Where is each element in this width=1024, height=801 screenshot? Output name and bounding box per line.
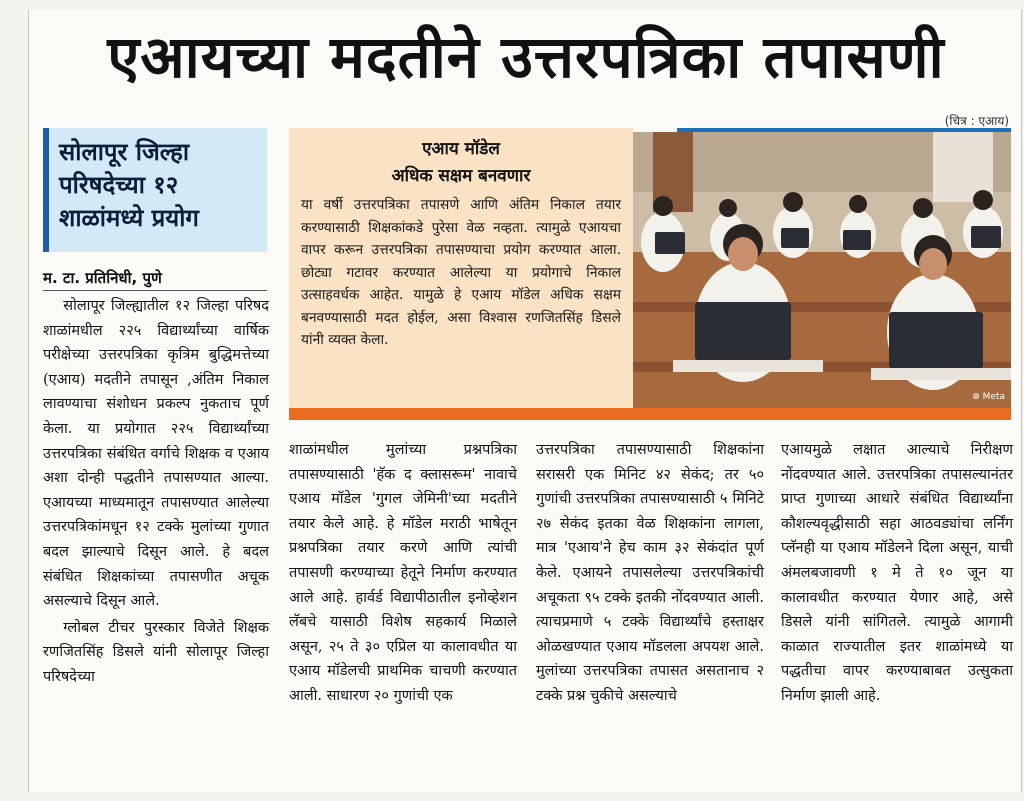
article-column-3 [536, 438, 764, 711]
kicker-line: परिषदेच्या १२ [59, 171, 179, 199]
photo-watermark: ⊗ Meta [972, 392, 1005, 402]
photo-credit: (चित्र : एआय) [944, 114, 1009, 128]
classroom-illustration [633, 132, 1011, 408]
paragraph: उत्तरपत्रिका तपासण्यासाठी शिक्षकांना सरासरी एक मिनिट ४२ सेकंद; तर ५० गुणांची उत्तरपत्रिका तपासण्यासाठी ५ मिनिटे २७ सेकंद इतका वेळ शिक्षकांना लागला, मात्र 'एआय'ने हेच काम ३२ सेकंदांत पूर्ण केले. एआयने तपासलेल्या उत्तरपत्रिकांची अचूकता ९५ टक्के इतकी नोंदवण्यात आली. त्याचप्रमाणे ५ टक्के विद्यार्थ्यांचे हस्ताक्षर ओळखण्यात एआय मॉडलला अपयश आले. मुलांच्या उत्तरपत्रिका तपासत असतानाच २ टक्के प्रश्न चुकीचे असल्याचे [536, 442, 764, 704]
sidebar-title: अधिक सक्षम बनवणार [391, 166, 531, 186]
byline: म. टा. प्रतिनिधी, पुणे [43, 269, 162, 287]
kicker-box [43, 128, 267, 252]
feature-block [289, 128, 1011, 422]
orange-rule [289, 408, 1011, 420]
kicker-line: शाळांमध्ये प्रयोग [59, 204, 199, 232]
headline: एआयच्या मदतीने उत्तरपत्रिका तपासणी [107, 23, 945, 91]
sidebar-box [289, 128, 633, 408]
sidebar-body: या वर्षी उत्तरपत्रिका तपासणे आणि अंतिम निकाल तयार करण्यासाठी शिक्षकांकडे पुरेसा वेळ नव्हता. त्यामुळे एआयचा वापर करून उत्तरपत्रिका तपासण्याचा प्रयोग करण्यात आला. छोट्या गटावर करण्यात आलेल्या या प्रयोगाचे निकाल उत्साहवर्धक आहेत. यामुळे हे एआय मॉडेल अधिक सक्षम बनवण्यासाठी मदत होईल, असा विश्वास रणजितसिंह डिसले यांनी व्यक्त केला. [301, 197, 621, 348]
paragraph: शाळांमधील मुलांच्या प्रश्नपत्रिका तपासण्यासाठी 'हॅक द क्लासरूम' नावाचे एआय मॉडेल 'गुगल जेमिनी'च्या मदतीने तयार केले आहे. हे मॉडेल मराठी भाषेतून प्रश्नपत्रिका तयार करणे आणि त्यांची तपासणी करण्याच्या हेतूने निर्माण करण्यात आले आहे. हार्वर्ड विद्यापीठातील इनोव्हेशन लॅबचे यासाठी विशेष सहकार्य मिळाले असून, २५ ते ३० एप्रिल या कालावधीत या एआय मॉडेलची प्राथमिक चाचणी करण्यात आली. साधारण २० गुणांची एक [289, 442, 517, 704]
paragraph: एआयमुळे लक्षात आल्याचे निरीक्षण नोंदवण्यात आले. उत्तरपत्रिका तपासल्यानंतर प्राप्त गुणाच्या आधारे संबंधित विद्यार्थ्यांना कौशल्यवृद्धीसाठी सहा आठवड्यांचा लर्निंग प्लॅनही या एआय मॉडेलने दिला असून, याची अंमलबजावणी १ मे ते १० जून या कालावधीत करण्यात येणार आहे, असे डिसले यांनी सांगितले. त्यामुळे आगामी काळात राज्यातील इतर शाळांमध्ये या पद्धतीचा वापर करण्याबाबत उत्सुकता निर्माण झाली आहे. [781, 442, 1013, 704]
article-column-4 [781, 438, 1013, 711]
byline-rule [43, 290, 267, 291]
newspaper-page [28, 10, 1022, 792]
accent-rule [677, 128, 1011, 132]
article-column-1 [43, 294, 269, 692]
kicker-line: सोलापूर जिल्हा [59, 138, 190, 166]
paragraph: ग्लोबल टीचर पुरस्कार विजेते शिक्षक रणजितसिंह डिसले यांनी सोलापूर जिल्हा परिषदेच्या [43, 619, 269, 685]
paragraph: सोलापूर जिल्ह्यातील १२ जिल्हा परिषद शाळांमधील २२५ विद्यार्थ्यांच्या वार्षिक परीक्षेच्या उत्तरपत्रिका कृत्रिम बुद्धिमत्तेच्या (एआय) मदतीने तपासून ,अंतिम निकाल लावण्याचा संशोधन प्रकल्प नुकताच पूर्ण केला. या प्रयोगात २२५ विद्यार्थ्यांच्या उत्तरपत्रिका संबंधित वर्गाचे शिक्षक व एआय अशा दोन्ही पद्धतीने तपासण्यात आल्या. एआयच्या माध्यमातून तपासण्यात आलेल्या उत्तरपत्रिकांमधून १२ टक्के मुलांच्या गुणात बदल झाल्याचे दिसून आले. हे बदल संबंधित शिक्षकांच्या तपासणीत अचूक असल्याचे दिसून आले. [43, 298, 269, 610]
sidebar-title: एआय मॉडेल [422, 139, 500, 159]
article-column-2 [289, 438, 517, 711]
classroom-photo [633, 132, 1011, 408]
